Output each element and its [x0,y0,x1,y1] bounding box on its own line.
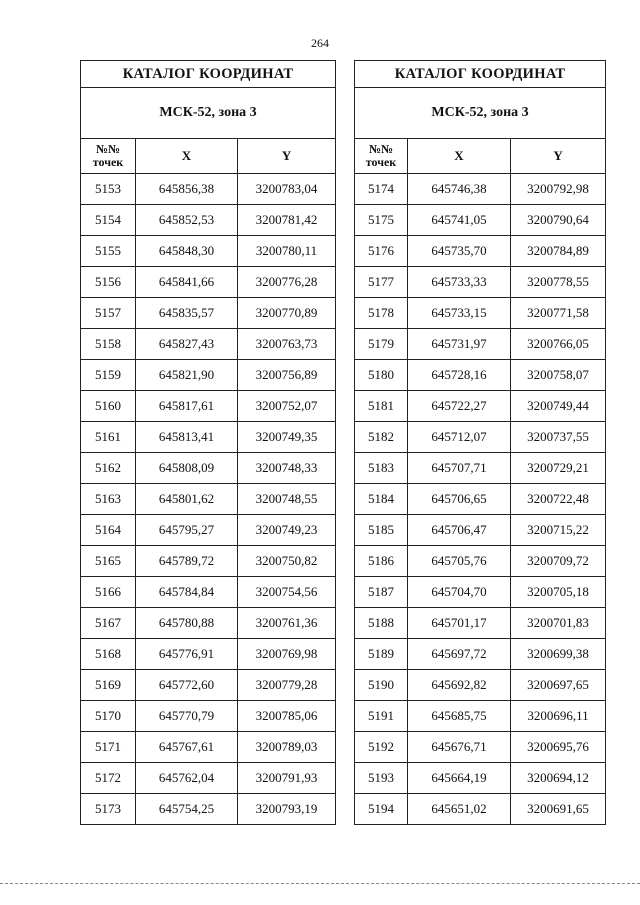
y-coordinate-cell: 3200749,23 [238,515,336,546]
y-coordinate-cell: 3200754,56 [238,577,336,608]
point-number-cell: 5191 [355,701,408,732]
point-number-cell: 5169 [81,670,136,701]
y-coordinate-cell: 3200748,33 [238,453,336,484]
zone-label: МСК-52, зона 3 [81,88,336,139]
table-row [81,484,336,515]
table-row [81,329,336,360]
table-row [81,639,336,670]
header-x: X [136,139,238,174]
point-number-cell: 5158 [81,329,136,360]
point-number-cell: 5153 [81,174,136,205]
y-coordinate-cell: 3200701,83 [511,608,606,639]
catalog-title: КАТАЛОГ КООРДИНАТ [81,61,336,88]
point-number-cell: 5163 [81,484,136,515]
header-x: X [408,139,511,174]
y-coordinate-cell: 3200761,36 [238,608,336,639]
y-coordinate-cell: 3200709,72 [511,546,606,577]
y-coordinate-cell: 3200763,73 [238,329,336,360]
table-row [81,298,336,329]
x-coordinate-cell: 645707,71 [408,453,511,484]
table-row [81,205,336,236]
y-coordinate-cell: 3200778,55 [511,267,606,298]
x-coordinate-cell: 645835,57 [136,298,238,329]
header-point-number: №№ точек [355,139,408,174]
x-coordinate-cell: 645754,25 [136,794,238,825]
table-row [355,298,606,329]
x-coordinate-cell: 645701,17 [408,608,511,639]
point-number-cell: 5185 [355,515,408,546]
zone-label: МСК-52, зона 3 [355,88,606,139]
x-coordinate-cell: 645821,90 [136,360,238,391]
table-row [81,670,336,701]
x-coordinate-cell: 645789,72 [136,546,238,577]
table-row [355,484,606,515]
y-coordinate-cell: 3200791,93 [238,763,336,794]
table-row [81,546,336,577]
point-number-cell: 5161 [81,422,136,453]
y-coordinate-cell: 3200766,05 [511,329,606,360]
point-number-cell: 5166 [81,577,136,608]
table-row [355,794,606,825]
y-coordinate-cell: 3200695,76 [511,732,606,763]
x-coordinate-cell: 645848,30 [136,236,238,267]
table-row [355,701,606,732]
y-coordinate-cell: 3200750,82 [238,546,336,577]
y-coordinate-cell: 3200729,21 [511,453,606,484]
x-coordinate-cell: 645817,61 [136,391,238,422]
header-point-number: №№ точек [81,139,136,174]
point-number-cell: 5181 [355,391,408,422]
table-row [355,267,606,298]
table-row [81,236,336,267]
point-number-cell: 5194 [355,794,408,825]
x-coordinate-cell: 645767,61 [136,732,238,763]
point-number-cell: 5190 [355,670,408,701]
y-coordinate-cell: 3200790,64 [511,205,606,236]
table-row [355,732,606,763]
x-coordinate-cell: 645706,65 [408,484,511,515]
x-coordinate-cell: 645735,70 [408,236,511,267]
point-number-cell: 5165 [81,546,136,577]
x-coordinate-cell: 645685,75 [408,701,511,732]
point-number-cell: 5183 [355,453,408,484]
x-coordinate-cell: 645841,66 [136,267,238,298]
table-row [81,701,336,732]
point-number-cell: 5177 [355,267,408,298]
x-coordinate-cell: 645733,33 [408,267,511,298]
y-coordinate-cell: 3200770,89 [238,298,336,329]
y-coordinate-cell: 3200793,19 [238,794,336,825]
table-row [355,329,606,360]
y-coordinate-cell: 3200789,03 [238,732,336,763]
point-number-cell: 5164 [81,515,136,546]
table-row [355,236,606,267]
y-coordinate-cell: 3200779,28 [238,670,336,701]
point-number-cell: 5156 [81,267,136,298]
table-row [355,608,606,639]
point-number-cell: 5170 [81,701,136,732]
point-number-cell: 5159 [81,360,136,391]
x-coordinate-cell: 645706,47 [408,515,511,546]
y-coordinate-cell: 3200694,12 [511,763,606,794]
x-coordinate-cell: 645784,84 [136,577,238,608]
x-coordinate-cell: 645827,43 [136,329,238,360]
x-coordinate-cell: 645780,88 [136,608,238,639]
x-coordinate-cell: 645705,76 [408,546,511,577]
y-coordinate-cell: 3200697,65 [511,670,606,701]
y-coordinate-cell: 3200722,48 [511,484,606,515]
y-coordinate-cell: 3200784,89 [511,236,606,267]
point-number-cell: 5180 [355,360,408,391]
table-row [355,670,606,701]
table-row [355,422,606,453]
table-row [81,360,336,391]
table-row [355,546,606,577]
point-number-cell: 5182 [355,422,408,453]
point-number-cell: 5186 [355,546,408,577]
table-row [81,577,336,608]
x-coordinate-cell: 645692,82 [408,670,511,701]
point-number-cell: 5167 [81,608,136,639]
table-row [355,577,606,608]
x-coordinate-cell: 645808,09 [136,453,238,484]
table-row [355,639,606,670]
table-row [355,205,606,236]
y-coordinate-cell: 3200699,38 [511,639,606,670]
table-row [81,515,336,546]
y-coordinate-cell: 3200737,55 [511,422,606,453]
page-bottom-rule [0,883,640,884]
point-number-cell: 5188 [355,608,408,639]
point-number-cell: 5173 [81,794,136,825]
point-number-cell: 5154 [81,205,136,236]
y-coordinate-cell: 3200792,98 [511,174,606,205]
y-coordinate-cell: 3200785,06 [238,701,336,732]
x-coordinate-cell: 645651,02 [408,794,511,825]
header-y: Y [238,139,336,174]
x-coordinate-cell: 645762,04 [136,763,238,794]
table-row [81,422,336,453]
y-coordinate-cell: 3200715,22 [511,515,606,546]
x-coordinate-cell: 645772,60 [136,670,238,701]
x-coordinate-cell: 645770,79 [136,701,238,732]
y-coordinate-cell: 3200758,07 [511,360,606,391]
point-number-cell: 5171 [81,732,136,763]
point-number-cell: 5193 [355,763,408,794]
table-row [81,391,336,422]
y-coordinate-cell: 3200780,11 [238,236,336,267]
x-coordinate-cell: 645795,27 [136,515,238,546]
x-coordinate-cell: 645856,38 [136,174,238,205]
x-coordinate-cell: 645676,71 [408,732,511,763]
point-number-cell: 5162 [81,453,136,484]
table-row [355,453,606,484]
page-number: 264 [311,36,329,50]
point-number-cell: 5179 [355,329,408,360]
y-coordinate-cell: 3200776,28 [238,267,336,298]
y-coordinate-cell: 3200748,55 [238,484,336,515]
point-number-cell: 5175 [355,205,408,236]
point-number-cell: 5187 [355,577,408,608]
table-row [81,794,336,825]
header-y: Y [511,139,606,174]
y-coordinate-cell: 3200749,44 [511,391,606,422]
point-number-cell: 5174 [355,174,408,205]
point-number-cell: 5160 [81,391,136,422]
y-coordinate-cell: 3200749,35 [238,422,336,453]
point-number-cell: 5155 [81,236,136,267]
x-coordinate-cell: 645776,91 [136,639,238,670]
table-row [81,174,336,205]
y-coordinate-cell: 3200691,65 [511,794,606,825]
point-number-cell: 5192 [355,732,408,763]
x-coordinate-cell: 645731,97 [408,329,511,360]
y-coordinate-cell: 3200769,98 [238,639,336,670]
catalog-title: КАТАЛОГ КООРДИНАТ [355,61,606,88]
x-coordinate-cell: 645733,15 [408,298,511,329]
point-number-cell: 5168 [81,639,136,670]
x-coordinate-cell: 645697,72 [408,639,511,670]
x-coordinate-cell: 645704,70 [408,577,511,608]
x-coordinate-cell: 645712,07 [408,422,511,453]
table-row [81,608,336,639]
table-row [355,174,606,205]
table-row [355,763,606,794]
point-number-cell: 5184 [355,484,408,515]
point-number-cell: 5172 [81,763,136,794]
point-number-cell: 5178 [355,298,408,329]
table-row [81,763,336,794]
table-row [355,391,606,422]
x-coordinate-cell: 645722,27 [408,391,511,422]
x-coordinate-cell: 645852,53 [136,205,238,236]
x-coordinate-cell: 645746,38 [408,174,511,205]
table-row [81,732,336,763]
x-coordinate-cell: 645741,05 [408,205,511,236]
x-coordinate-cell: 645664,19 [408,763,511,794]
table-row [355,360,606,391]
table-row [355,515,606,546]
coordinate-catalog-right [354,60,606,825]
point-number-cell: 5157 [81,298,136,329]
x-coordinate-cell: 645801,62 [136,484,238,515]
y-coordinate-cell: 3200705,18 [511,577,606,608]
y-coordinate-cell: 3200756,89 [238,360,336,391]
y-coordinate-cell: 3200783,04 [238,174,336,205]
x-coordinate-cell: 645813,41 [136,422,238,453]
coordinate-catalog-left [80,60,336,825]
point-number-cell: 5189 [355,639,408,670]
table-row [81,267,336,298]
y-coordinate-cell: 3200752,07 [238,391,336,422]
y-coordinate-cell: 3200696,11 [511,701,606,732]
x-coordinate-cell: 645728,16 [408,360,511,391]
y-coordinate-cell: 3200771,58 [511,298,606,329]
table-row [81,453,336,484]
y-coordinate-cell: 3200781,42 [238,205,336,236]
point-number-cell: 5176 [355,236,408,267]
